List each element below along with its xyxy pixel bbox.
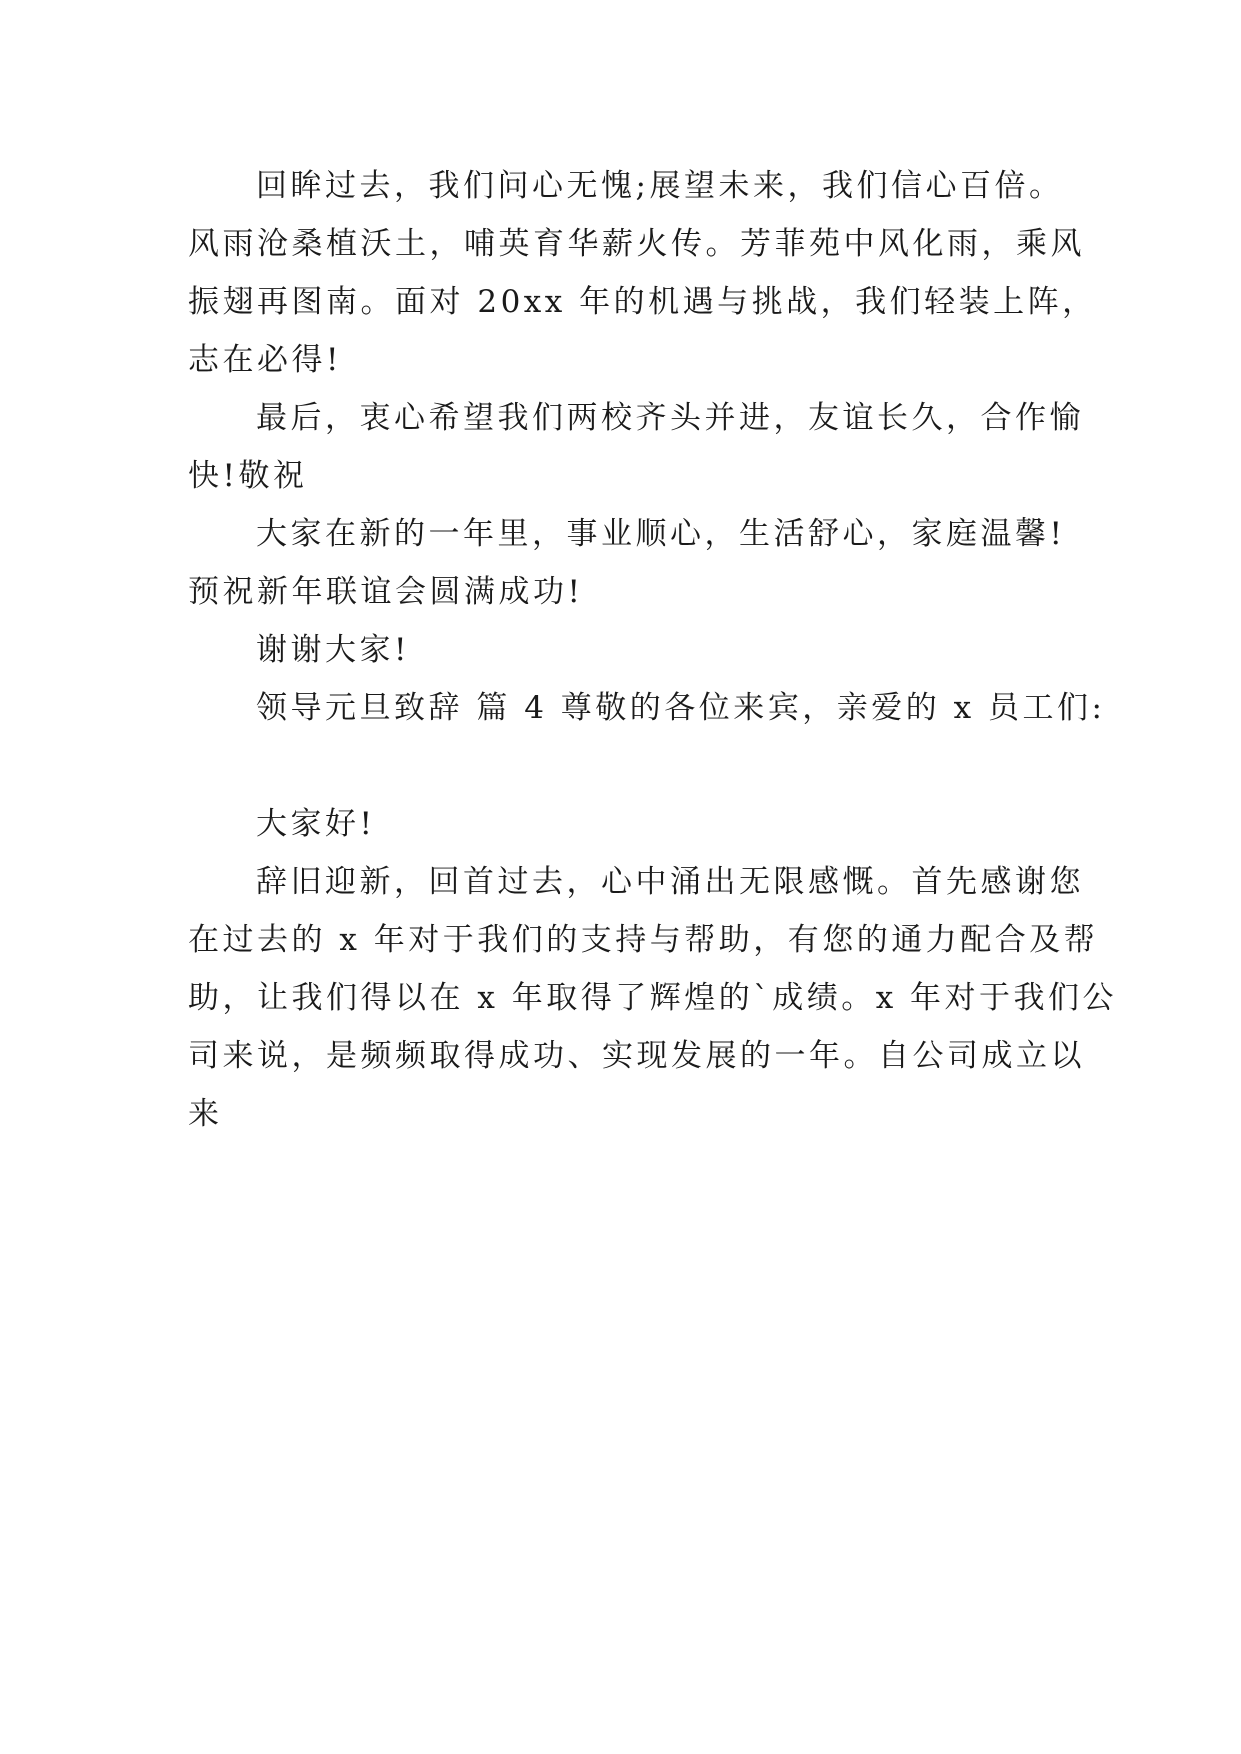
text-line: 风雨沧桑植沃土，哺英育华薪火传。芳菲苑中风化雨，乘风 bbox=[188, 226, 1085, 262]
text-line: 辞旧迎新，回首过去，心中涌出无限感慨。首先感谢您 bbox=[256, 864, 1084, 900]
text-line: 预祝新年联谊会圆满成功! bbox=[188, 574, 584, 610]
text-line: 大家好! bbox=[256, 806, 376, 842]
text-line: 大家在新的一年里，事业顺心，生活舒心，家庭温馨! bbox=[256, 516, 1066, 552]
text-line: 振翅再图南。面对 20xx 年的机遇与挑战，我们轻装上阵， bbox=[188, 284, 1097, 320]
text-line: 志在必得! bbox=[188, 342, 342, 378]
text-line: 快!敬祝 bbox=[188, 458, 308, 494]
text-line: 在过去的 x 年对于我们的支持与帮助，有您的通力配合及帮 bbox=[188, 922, 1099, 958]
text-line: 来 bbox=[188, 1096, 223, 1132]
text-line: 助，让我们得以在 x 年取得了辉煌的`成绩。x 年对于我们公 bbox=[188, 980, 1118, 1016]
text-line: 领导元旦致辞 篇 4 尊敬的各位来宾，亲爱的 x 员工们: bbox=[256, 690, 1106, 726]
text-line: 回眸过去，我们问心无愧;展望未来，我们信心百倍。 bbox=[256, 168, 1064, 204]
text-line: 司来说，是频频取得成功、实现发展的一年。自公司成立以 bbox=[188, 1038, 1085, 1074]
text-line: 谢谢大家! bbox=[256, 632, 410, 668]
text-line: 最后，衷心希望我们两校齐头并进，友谊长久，合作愉 bbox=[256, 400, 1084, 436]
